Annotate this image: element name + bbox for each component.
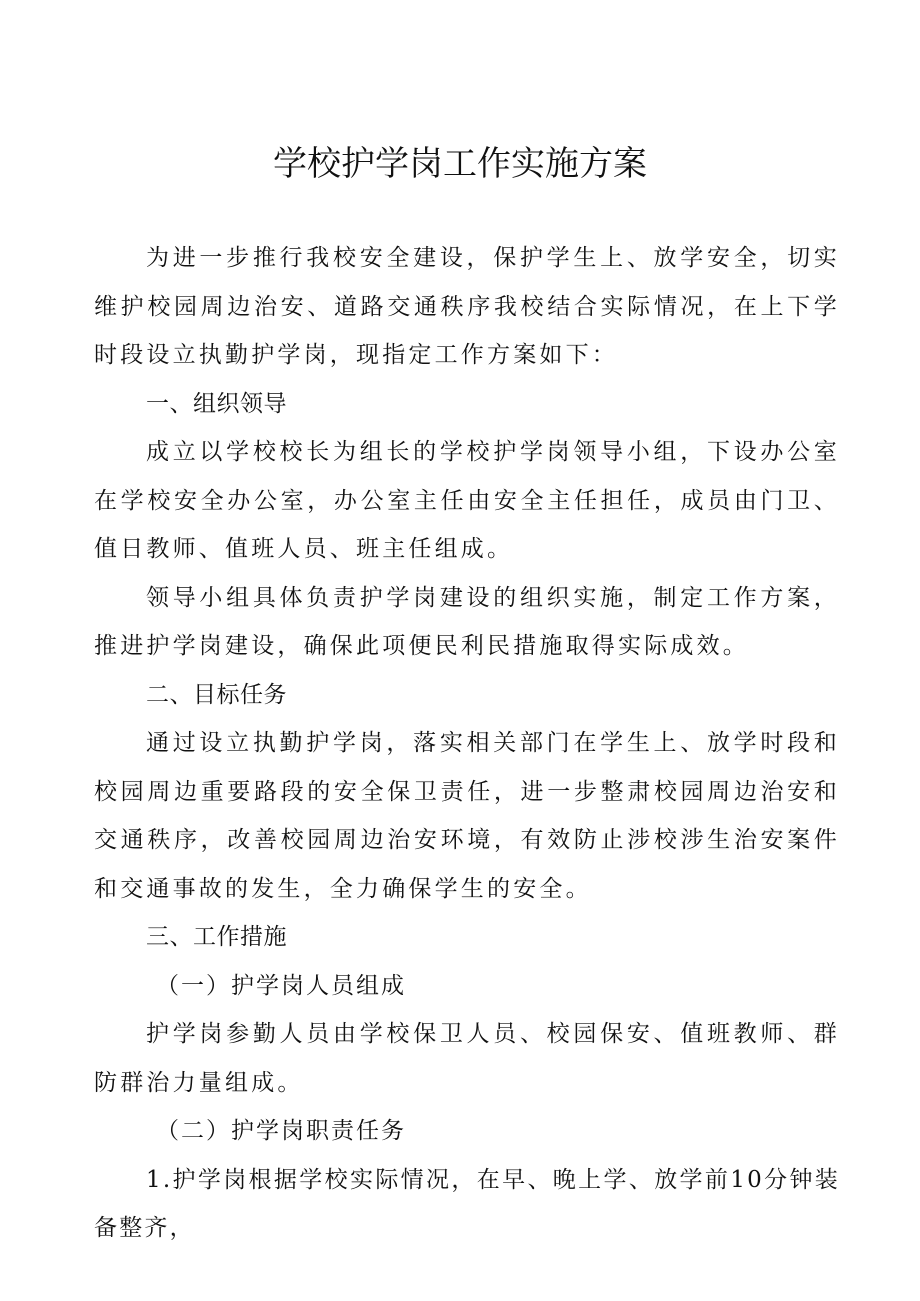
subsection-heading-staff: （一）护学岗人员组成 — [156, 972, 406, 999]
section-heading-organization: 一、组织领导 — [146, 390, 287, 417]
organization-paragraph-2: 领导小组具体负责护学岗建设的组织实施，制定工作方案，推进护学岗建设，确保此项便民利民措施取得实际成效。 — [94, 584, 840, 659]
document-title: 学校护学岗工作实施方案 — [273, 144, 647, 184]
section-heading-measures: 三、工作措施 — [146, 924, 287, 950]
section-heading-goals: 二、目标任务 — [146, 681, 287, 708]
duties-item-1: 1.护学岗根据学校实际情况，在早、晚上学、放学前10分钟装备整齐， — [94, 1166, 840, 1241]
document-body — [94, 234, 840, 1253]
goals-paragraph: 通过设立执勤护学岗，落实相关部门在学生上、放学时段和校园周边重要路段的安全保卫责任，进一步整肃校园周边治安和交通秩序，改善校园周边治安环境，有效防止涉校涉生治安案件和交通事故的发生，全力确保学生的安全。 — [94, 730, 840, 902]
organization-paragraph-1: 成立以学校校长为组长的学校护学岗领导小组，下设办公室在学校安全办公室，办公室主任由安全主任担任，成员由门卫、值日教师、值班人员、班主任组成。 — [94, 439, 840, 562]
intro-paragraph: 为进一步推行我校安全建设，保护学生上、放学安全，切实维护校园周边治安、道路交通秩序我校结合实际情况，在上下学时段设立执勤护学岗，现指定工作方案如下： — [94, 245, 840, 368]
subsection-heading-duties: （二）护学岗职责任务 — [156, 1118, 406, 1144]
staff-paragraph: 护学岗参勤人员由学校保卫人员、校园保安、值班教师、群防群治力量组成。 — [94, 1021, 840, 1096]
